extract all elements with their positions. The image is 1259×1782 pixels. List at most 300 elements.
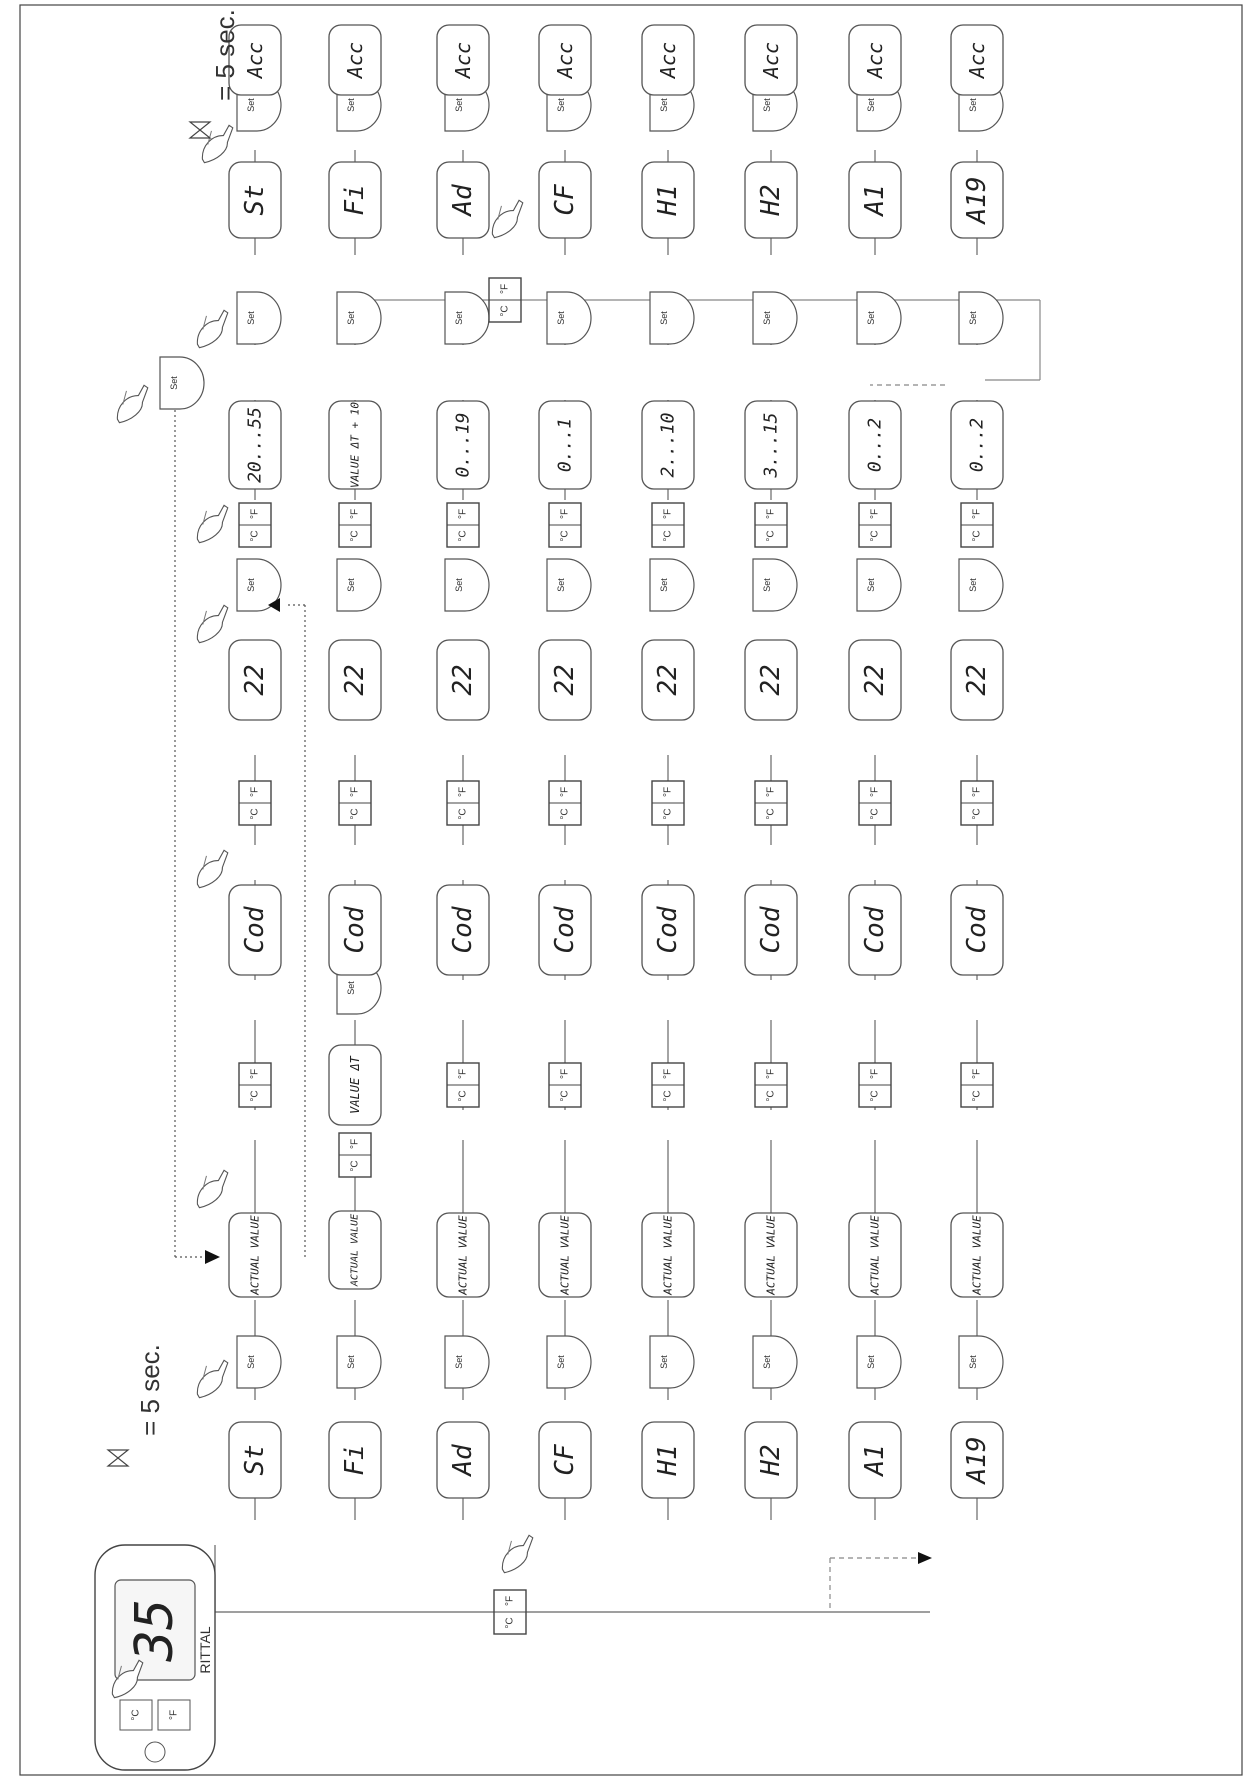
row-4-cod	[642, 885, 694, 975]
hourglass-icon-start-shape	[108, 1450, 128, 1466]
row-4-cf-c-f-label: °F	[662, 508, 674, 520]
row-4-param-end-text: H1	[653, 184, 683, 216]
row-6-range-text: 0...2	[864, 417, 886, 473]
row-2-cf-a	[447, 1063, 479, 1107]
row-2-set-acc-label: Set	[454, 98, 464, 112]
cf-keys-loop-f-label: °F	[499, 283, 511, 295]
row-7-cf-c	[961, 503, 993, 547]
row-0-param-start	[229, 1422, 281, 1498]
row-0-param-end-text: St	[240, 184, 270, 216]
controller-brand: RITTAL	[197, 1626, 213, 1674]
row-4-range-text: 2...10	[657, 412, 679, 478]
cf-keys-bus-c-label: °C	[504, 1617, 516, 1629]
row-4-set-enter-shape	[650, 1336, 694, 1388]
row-4-set-code-label: Set	[659, 578, 669, 592]
row-5-set-enter-shape	[753, 1336, 797, 1388]
row-4-cf-a-c-label: °C	[662, 1090, 674, 1102]
row-6-range	[849, 401, 901, 489]
row-1-range-text: VALUE ΔT + 10	[348, 401, 362, 489]
row-3-param-start	[539, 1422, 591, 1498]
row-6-cf-c-c-label: °C	[869, 530, 881, 542]
row-7-actual-value-text: ACTUAL VALUE	[970, 1215, 984, 1295]
row-3-param-start-text: CF	[550, 1444, 580, 1476]
row-6-cf-c	[859, 503, 891, 547]
row-5-set-range	[753, 292, 797, 344]
global-set-button-label: Set	[169, 376, 179, 390]
row-7-set-code	[959, 559, 1003, 611]
row-1-cf-a-f-label: °F	[349, 1138, 361, 1150]
row-4-set-range-shape	[650, 292, 694, 344]
row-3-acc-text: Acc	[553, 41, 577, 79]
cf-keys-loop-c-label: °C	[499, 305, 511, 317]
row-0-cod-text: Cod	[240, 906, 270, 954]
row-1-cod-text: Cod	[340, 906, 370, 954]
row-3-code-value	[539, 640, 591, 720]
row-7-code-value-text: 22	[962, 664, 992, 696]
row-3-range	[539, 401, 591, 489]
row-7-range	[951, 401, 1003, 489]
row-0-set-enter-shape	[237, 1336, 281, 1388]
hand-icon-set-enter	[187, 1356, 236, 1400]
row-6-actual-value	[849, 1213, 901, 1297]
row-0-cf-b-f-label: °F	[249, 786, 261, 798]
row-2-range	[437, 401, 489, 489]
row-5-code-value-text: 22	[756, 664, 786, 696]
row-7-cod	[951, 885, 1003, 975]
row-0-actual-value-text: ACTUAL VALUE	[248, 1215, 262, 1295]
row-0-cod	[229, 885, 281, 975]
row-0-cf-c-f-label: °F	[249, 508, 261, 520]
row-6-set-enter	[857, 1336, 901, 1388]
row-2-param-end	[437, 162, 489, 238]
row-3-cod	[539, 885, 591, 975]
connector-layer	[175, 150, 1040, 1612]
cf-keys-bus-f-label: °F	[504, 1595, 516, 1607]
row-6-cf-b-f-label: °F	[869, 786, 881, 798]
row-1-param-start-text: Fi	[340, 1444, 370, 1476]
row-6-code-value-text: 22	[860, 664, 890, 696]
row-7-cf-b-c-label: °C	[971, 808, 983, 820]
row-2-code-value-text: 22	[448, 664, 478, 696]
row-7-set-acc-label: Set	[968, 98, 978, 112]
row-5-set-enter-label: Set	[762, 1355, 772, 1369]
row-1-cf-c-c-label: °C	[349, 530, 361, 542]
row-5-cf-c-c-label: °C	[765, 530, 777, 542]
row-6-set-range-label: Set	[866, 311, 876, 325]
row-0-param-end	[229, 162, 281, 238]
row-5-param-start-text: H2	[756, 1444, 786, 1476]
row-7-set-code-shape	[959, 559, 1003, 611]
row-1-set-code-shape	[337, 559, 381, 611]
hand-icon-cf-loop-shape	[484, 199, 531, 239]
row-6-set-range	[857, 292, 901, 344]
row-3-cf-b	[549, 781, 581, 825]
row-4-acc	[642, 25, 694, 95]
row-4-cf-b	[652, 781, 684, 825]
row-5-cf-c	[755, 503, 787, 547]
row-1-code-value-text: 22	[340, 664, 370, 696]
row-5-set-code-label: Set	[762, 578, 772, 592]
row-7-acc-text: Acc	[965, 41, 989, 79]
row-7-cf-c-f-label: °F	[971, 508, 983, 520]
row-4-set-range	[650, 292, 694, 344]
row-0-code-value	[229, 640, 281, 720]
hand-icon-cf-bus-shape	[494, 1534, 541, 1574]
row-4-set-enter-label: Set	[659, 1355, 669, 1369]
row-1-cf-a	[339, 1133, 371, 1177]
hand-icon-cf-b	[187, 846, 236, 890]
row-0-range-text: 20...55	[244, 407, 266, 483]
row-1-cf-b	[339, 781, 371, 825]
row-1-set-code	[337, 559, 381, 611]
row-6-param-start	[849, 1422, 901, 1498]
row-0-range	[229, 401, 281, 489]
row-3-set-acc-label: Set	[556, 98, 566, 112]
row-7-set-enter-label: Set	[968, 1355, 978, 1369]
row-1-range	[329, 401, 381, 489]
row-0-param-start-text: St	[240, 1444, 270, 1476]
hand-icon-set-global-shape	[109, 384, 156, 424]
row-3-cod-text: Cod	[550, 906, 580, 954]
controller-key-c-label: °C	[130, 1709, 142, 1721]
row-0-set-enter	[237, 1336, 281, 1388]
row-1-set-code-label: Set	[346, 578, 356, 592]
row-1-value-dt-text: VALUE ΔT	[348, 1056, 362, 1114]
controller-display-value: 35	[125, 1598, 185, 1662]
row-4-cf-a-f-label: °F	[662, 1068, 674, 1080]
row-1-set-range-shape	[337, 292, 381, 344]
row-5-code-value	[745, 640, 797, 720]
row-5-cf-b-f-label: °F	[765, 786, 777, 798]
row-6-set-enter-shape	[857, 1336, 901, 1388]
row-0-set-range-shape	[237, 292, 281, 344]
hand-icon-set-range	[187, 306, 236, 350]
row-6-param-start-text: A1	[860, 1444, 890, 1476]
row-3-set-code	[547, 559, 591, 611]
row-2-cf-c	[447, 503, 479, 547]
row-0-cf-a-c-label: °C	[249, 1090, 261, 1102]
row-6-set-code-shape	[857, 559, 901, 611]
row-5-cf-a-c-label: °C	[765, 1090, 777, 1102]
row-2-acc-text: Acc	[451, 41, 475, 79]
row-2-cf-a-f-label: °F	[457, 1068, 469, 1080]
row-3-param-end-text: CF	[550, 184, 580, 216]
row-0-cf-c	[239, 503, 271, 547]
row-6-actual-value-text: ACTUAL VALUE	[868, 1215, 882, 1295]
row-0-code-value-text: 22	[240, 664, 270, 696]
row-3-code-value-text: 22	[550, 664, 580, 696]
row-2-set-enter-shape	[445, 1336, 489, 1388]
row-3-cf-a-c-label: °C	[559, 1090, 571, 1102]
row-1-cf-a-c-label: °C	[349, 1160, 361, 1172]
row-7-set-enter-shape	[959, 1336, 1003, 1388]
row-5-set-range-label: Set	[762, 311, 772, 325]
row-2-actual-value-text: ACTUAL VALUE	[456, 1215, 470, 1295]
row-2-cf-c-c-label: °C	[457, 530, 469, 542]
row-4-set-range-label: Set	[659, 311, 669, 325]
row-7-set-range	[959, 292, 1003, 344]
row-5-range	[745, 401, 797, 489]
arrow-head-actual	[205, 1250, 220, 1264]
row-4-cod-text: Cod	[653, 906, 683, 954]
row-0-cf-b	[239, 781, 271, 825]
row-3-set-code-label: Set	[556, 578, 566, 592]
row-6-cf-a	[859, 1063, 891, 1107]
row-5-set-acc-label: Set	[762, 98, 772, 112]
row-2-cod	[437, 885, 489, 975]
row-3-set-range	[547, 292, 591, 344]
row-7-cf-a	[961, 1063, 993, 1107]
hourglass-icon-end-shape	[190, 122, 210, 138]
row-2-set-range-shape	[445, 292, 489, 344]
row-5-cf-b	[755, 781, 787, 825]
row-3-cf-c-f-label: °F	[559, 508, 571, 520]
row-4-cf-c	[652, 503, 684, 547]
row-2-param-end-text: Ad	[448, 184, 478, 216]
row-4-set-code	[650, 559, 694, 611]
hand-icon-cf-a	[187, 1166, 236, 1210]
hand-icon-cf-c-shape	[189, 504, 236, 544]
row-0-set-acc-label: Set	[246, 98, 256, 112]
row-5-cf-a	[755, 1063, 787, 1107]
row-6-set-enter-label: Set	[866, 1355, 876, 1369]
timer-note-start: = 5 sec.	[135, 1344, 165, 1436]
row-0-set-code-label: Set	[246, 578, 256, 592]
row-0-set-range-label: Set	[246, 311, 256, 325]
row-2-cf-b-c-label: °C	[457, 808, 469, 820]
row-7-param-start-text: A19	[962, 1436, 992, 1484]
row-7-param-end	[951, 162, 1003, 238]
row-2-cf-c-f-label: °F	[457, 508, 469, 520]
row-2-set-range	[445, 292, 489, 344]
row-5-cod-text: Cod	[756, 906, 786, 954]
row-4-cf-b-f-label: °F	[662, 786, 674, 798]
cf-keys-loop	[489, 278, 521, 322]
row-3-param-end	[539, 162, 591, 238]
row-1-param-end-text: Fi	[340, 184, 370, 216]
row-2-param-start	[437, 1422, 489, 1498]
row-6-cf-a-c-label: °C	[869, 1090, 881, 1102]
row-3-cf-c	[549, 503, 581, 547]
row-5-cf-c-f-label: °F	[765, 508, 777, 520]
row-7-cod-text: Cod	[962, 906, 992, 954]
row-3-acc	[539, 25, 591, 95]
row-6-set-acc-label: Set	[866, 98, 876, 112]
row-2-cf-b-f-label: °F	[457, 786, 469, 798]
row-6-param-end	[849, 162, 901, 238]
row-4-actual-value-text: ACTUAL VALUE	[661, 1215, 675, 1295]
row-3-actual-value	[539, 1213, 591, 1297]
row-2-range-text: 0...19	[452, 412, 474, 478]
hand-icon-cf-b-shape	[189, 849, 236, 889]
row-5-cod	[745, 885, 797, 975]
row-1-cod	[329, 885, 381, 975]
row-3-cf-a-f-label: °F	[559, 1068, 571, 1080]
controller-key-f-label: °F	[168, 1709, 180, 1721]
row-2-acc	[437, 25, 489, 95]
row-0-acc-text: Acc	[243, 41, 267, 79]
row-1-acc	[329, 25, 381, 95]
row-5-cf-a-f-label: °F	[765, 1068, 777, 1080]
row-4-range	[642, 401, 694, 489]
row-1-acc-text: Acc	[343, 41, 367, 79]
row-2-set-range-label: Set	[454, 311, 464, 325]
row-7-set-enter	[959, 1336, 1003, 1388]
row-7-cf-a-f-label: °F	[971, 1068, 983, 1080]
row-4-acc-text: Acc	[656, 41, 680, 79]
row-4-actual-value	[642, 1213, 694, 1297]
row-0-set-range	[237, 292, 281, 344]
row-3-cf-c-c-label: °C	[559, 530, 571, 542]
row-6-acc	[849, 25, 901, 95]
row-0-cf-a	[239, 1063, 271, 1107]
row-0-cf-b-c-label: °C	[249, 808, 261, 820]
row-3-cf-b-c-label: °C	[559, 808, 571, 820]
row-4-cf-a	[652, 1063, 684, 1107]
row-3-set-enter	[547, 1336, 591, 1388]
row-3-range-text: 0...1	[554, 417, 576, 473]
row-4-set-acc-label: Set	[659, 98, 669, 112]
row-3-cf-b-f-label: °F	[559, 786, 571, 798]
row-3-cf-a	[549, 1063, 581, 1107]
global-set-button	[160, 357, 204, 409]
hand-icon-set-code	[187, 601, 236, 645]
row-6-acc-text: Acc	[863, 41, 887, 79]
row-0-actual-value	[229, 1213, 281, 1297]
row-6-cod	[849, 885, 901, 975]
row-1-set-enter	[337, 1336, 381, 1388]
row-3-set-code-shape	[547, 559, 591, 611]
row-0-cf-a-f-label: °F	[249, 1068, 261, 1080]
row-1-actual-text: ACTUAL VALUE	[349, 1213, 361, 1287]
row-1-param-end	[329, 162, 381, 238]
row-7-cf-b	[961, 781, 993, 825]
row-3-set-range-label: Set	[556, 311, 566, 325]
row-7-cf-c-c-label: °C	[971, 530, 983, 542]
hand-icon-set-enter-shape	[189, 1359, 236, 1399]
row-5-range-text: 3...15	[760, 412, 782, 478]
row-1-cf-b-c-label: °C	[349, 808, 361, 820]
hourglass-icon-start	[108, 1450, 128, 1466]
row-1-cf-c-f-label: °F	[349, 508, 361, 520]
hand-icon-set-acc-shape	[194, 124, 241, 164]
row-4-param-start	[642, 1422, 694, 1498]
row-2-set-code-label: Set	[454, 578, 464, 592]
row-2-actual-value	[437, 1213, 489, 1297]
row-2-code-value	[437, 640, 489, 720]
row-2-set-enter-label: Set	[454, 1355, 464, 1369]
cf-keys-bus	[494, 1590, 526, 1634]
row-5-cf-b-c-label: °C	[765, 808, 777, 820]
row-3-set-enter-label: Set	[556, 1355, 566, 1369]
row-6-cf-a-f-label: °F	[869, 1068, 881, 1080]
row-4-cf-b-c-label: °C	[662, 808, 674, 820]
hand-icon-cf-a-shape	[189, 1169, 236, 1209]
row-7-cf-b-f-label: °F	[971, 786, 983, 798]
row-1-value-dt	[329, 1045, 381, 1125]
hand-icon-set-code-shape	[189, 604, 236, 644]
hourglass-icon-end	[190, 122, 210, 138]
row-7-acc	[951, 25, 1003, 95]
row-6-code-value	[849, 640, 901, 720]
hand-icon-cf-loop	[482, 196, 531, 240]
row-5-param-end-text: H2	[756, 184, 786, 216]
row-4-code-value-text: 22	[653, 664, 683, 696]
row-2-cod-text: Cod	[448, 906, 478, 954]
row-1-set-range	[337, 292, 381, 344]
row-5-acc	[745, 25, 797, 95]
row-6-cf-c-f-label: °F	[869, 508, 881, 520]
row-6-cf-b	[859, 781, 891, 825]
hand-icon-cf-bus	[492, 1531, 541, 1575]
row-7-range-text: 0...2	[966, 417, 988, 473]
row-2-param-start-text: Ad	[448, 1444, 478, 1476]
row-4-set-enter	[650, 1336, 694, 1388]
row-6-set-code-label: Set	[866, 578, 876, 592]
row-7-actual-value	[951, 1213, 1003, 1297]
row-0-set-enter-label: Set	[246, 1355, 256, 1369]
row-1-set-range-label: Set	[346, 311, 356, 325]
row-1-set-enter-shape	[337, 1336, 381, 1388]
row-2-set-enter	[445, 1336, 489, 1388]
row-1-set-enter-label: Set	[346, 1355, 356, 1369]
global-set-button-shape	[160, 357, 204, 409]
row-3-set-enter-shape	[547, 1336, 591, 1388]
row-3-set-range-shape	[547, 292, 591, 344]
row-7-param-start	[951, 1422, 1003, 1498]
row-5-set-enter	[753, 1336, 797, 1388]
row-7-set-range-label: Set	[968, 311, 978, 325]
row-6-set-code	[857, 559, 901, 611]
row-0-cf-c-c-label: °C	[249, 530, 261, 542]
row-5-set-code	[753, 559, 797, 611]
rittal-controller	[95, 1545, 215, 1770]
row-6-param-end-text: A1	[860, 184, 890, 216]
row-7-param-end-text: A19	[962, 176, 992, 224]
row-4-set-code-shape	[650, 559, 694, 611]
row-1-code-value	[329, 640, 381, 720]
row-2-set-code	[445, 559, 489, 611]
row-3-actual-value-text: ACTUAL VALUE	[558, 1215, 572, 1295]
row-1-param-start	[329, 1422, 381, 1498]
row-7-code-value	[951, 640, 1003, 720]
row-1-cf-c	[339, 503, 371, 547]
row-5-set-code-shape	[753, 559, 797, 611]
row-6-cod-text: Cod	[860, 906, 890, 954]
element-layer	[95, 9, 1003, 1770]
row-4-cf-c-c-label: °C	[662, 530, 674, 542]
row-5-acc-text: Acc	[759, 41, 783, 79]
controller-set-key	[145, 1742, 165, 1762]
hand-icon-set-global	[107, 381, 156, 425]
row-4-param-start-text: H1	[653, 1444, 683, 1476]
row-5-actual-value-text: ACTUAL VALUE	[764, 1215, 778, 1295]
arrow-head-a19	[918, 1552, 932, 1564]
row-1-set-acc-label: Set	[346, 98, 356, 112]
row-6-cf-b-c-label: °C	[869, 808, 881, 820]
hand-icon-cf-c	[187, 501, 236, 545]
row-1-set-extra-label: Set	[346, 981, 356, 995]
row-7-cf-a-c-label: °C	[971, 1090, 983, 1102]
row-2-cf-a-c-label: °C	[457, 1090, 469, 1102]
row-7-set-range-shape	[959, 292, 1003, 344]
row-1-cf-b-f-label: °F	[349, 786, 361, 798]
hand-icon-set-range-shape	[189, 309, 236, 349]
row-5-param-end	[745, 162, 797, 238]
timer-note-end: = 5 sec.	[210, 9, 240, 101]
row-5-actual-value	[745, 1213, 797, 1297]
row-7-set-code-label: Set	[968, 578, 978, 592]
